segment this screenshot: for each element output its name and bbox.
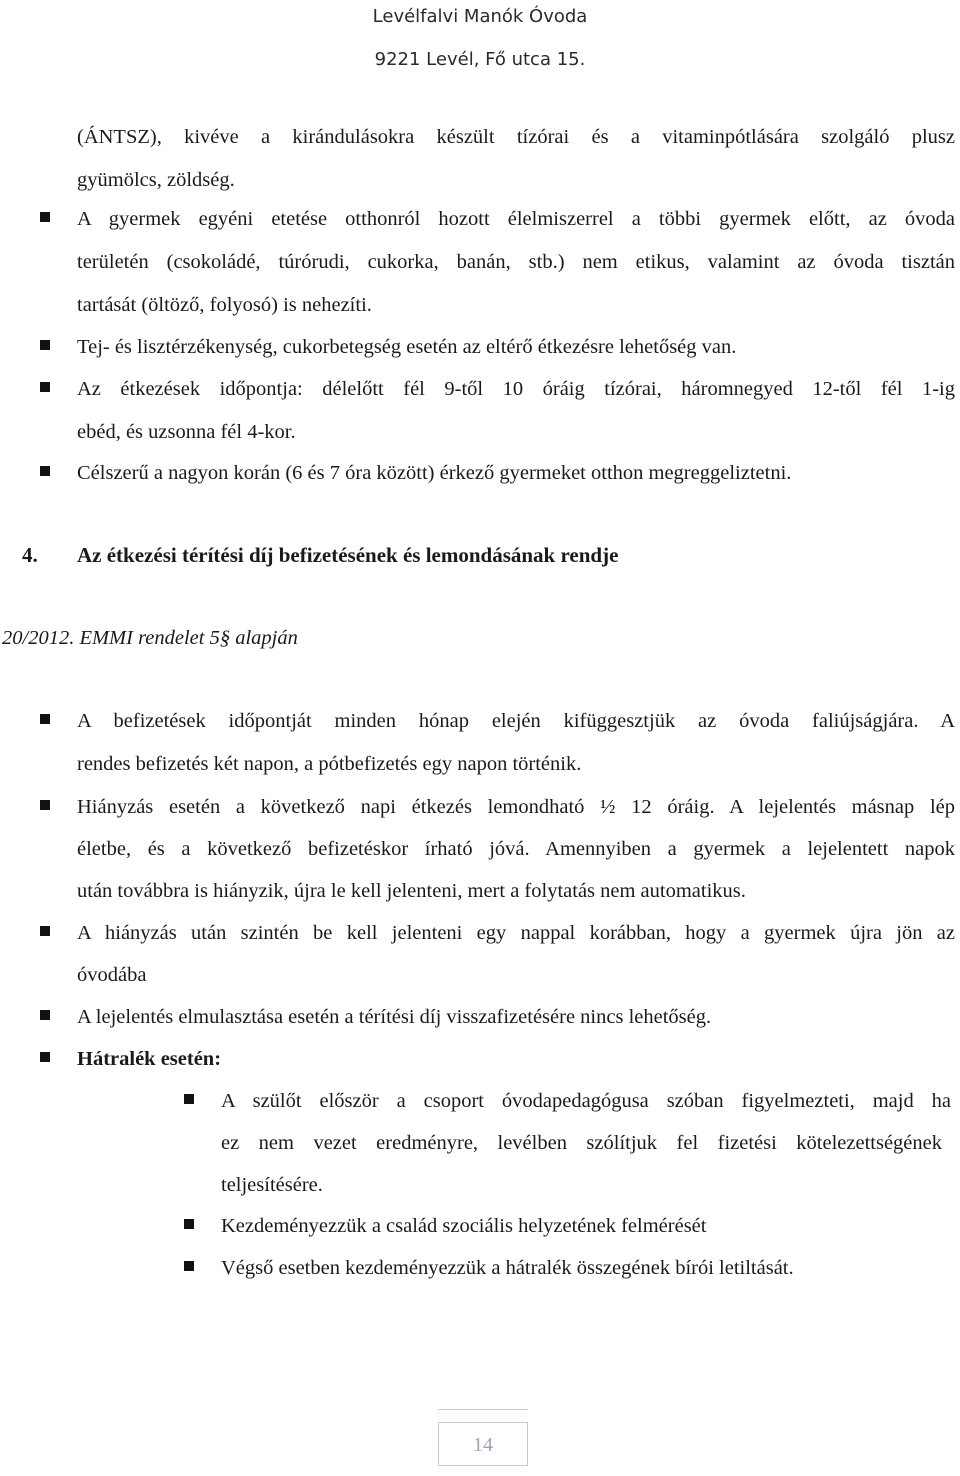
section-number: 4.: [22, 543, 38, 567]
bullet-b2-line-2: életbe, és a következő befizetéskor írható jóvá. Amennyiben a gyermek a lejelentett napok: [77, 838, 955, 860]
bullet-a1-line-3: tartását (öltöző, folyosó) is nehezíti.: [77, 294, 372, 316]
header-org-name: Levélfalvi Manók Óvoda: [372, 6, 588, 27]
bullet-b1-line-1: A befizetések időpontját minden hónap elején kifüggesztjük az óvoda faliújságjára. A: [77, 710, 955, 732]
intro-line-1: (ÁNTSZ), kivéve a kirándulásokra készült tízórai és a vitaminpótlására szolgáló plusz: [77, 126, 955, 148]
bullet-a1-line-2: területén (csokoládé, túrórudi, cukorka, banán, stb.) nem etikus, valamint az óvoda tisztán: [77, 251, 955, 273]
bullet-icon: [40, 1052, 50, 1062]
page-number-rule: [438, 1409, 528, 1410]
bullet-b3-line-1: A hiányzás után szintén be kell jelenteni egy nappal korábban, hogy a gyermek újra jön az: [77, 922, 955, 944]
header-address: 9221 Levél, Fő utca 15.: [374, 49, 586, 70]
bullet-icon: [184, 1094, 194, 1104]
bullet-a2-line-1: Tej- és lisztérzékenység, cukorbetegség esetén az eltérő étkezésre lehetőség van.: [77, 336, 737, 358]
bullet-icon: [184, 1261, 194, 1271]
bullet-b2-line-1: Hiányzás esetén a következő napi étkezés lemondható ½ 12 óráig. A lejelentés másnap lép: [77, 796, 955, 818]
sub-bullet-1-line-1: A szülőt először a csoport óvodapedagógusa szóban figyelmezteti, majd ha: [221, 1090, 951, 1112]
sub-bullet-2-line-1: Kezdeményezzük a család szociális helyzetének felmérését: [221, 1215, 707, 1237]
bullet-a3-line-2: ebéd, és uzsonna fél 4-kor.: [77, 421, 296, 443]
bullet-a1-line-1: A gyermek egyéni etetése otthonról hozott élelmiszerrel a többi gyermek előtt, az óvoda: [77, 208, 955, 230]
intro-line-2: gyümölcs, zöldség.: [77, 169, 235, 191]
bullet-icon: [40, 800, 50, 810]
bullet-icon: [40, 212, 50, 222]
sub-bullet-1-line-3: teljesítésére.: [221, 1174, 323, 1196]
bullet-icon: [184, 1219, 194, 1229]
bullet-b1-line-2: rendes befizetés két napon, a pótbefizetés egy napon történik.: [77, 753, 582, 775]
bullet-a4-line-1: Célszerű a nagyon korán (6 és 7 óra között) érkező gyermeket otthon megreggeliztetni.: [77, 462, 792, 484]
sub-bullet-3-line-1: Végső esetben kezdeményezzük a hátralék összegének bírói letiltását.: [221, 1257, 794, 1279]
bullet-icon: [40, 926, 50, 936]
bullet-b2-line-3: után továbbra is hiányzik, újra le kell jelenteni, mert a folytatás nem automatikus.: [77, 880, 746, 902]
bullet-b3-line-2: óvodába: [77, 964, 147, 986]
bullet-icon: [40, 340, 50, 350]
bullet-icon: [40, 1010, 50, 1020]
bullet-b4-line-1: A lejelentés elmulasztása esetén a térítési díj visszafizetésére nincs lehetőség.: [77, 1006, 712, 1028]
bullet-icon: [40, 714, 50, 724]
arrears-heading: Hátralék esetén:: [77, 1048, 222, 1070]
sub-bullet-1-line-2: ez nem vezet eredményre, levélben szólítjuk fel fizetési kötelezettségének: [221, 1132, 942, 1154]
bullet-a3-line-1: Az étkezések időpontja: délelőtt fél 9-től 10 óráig tízórai, háromnegyed 12-től fél 1-ig: [77, 378, 955, 400]
bullet-icon: [40, 466, 50, 476]
bullet-icon: [40, 382, 50, 392]
section-title: Az étkezési térítési díj befizetésének és lemondásának rendje: [77, 543, 619, 567]
page-number: 14: [438, 1422, 528, 1466]
decree-reference: 20/2012. EMMI rendelet 5§ alapján: [2, 627, 298, 649]
